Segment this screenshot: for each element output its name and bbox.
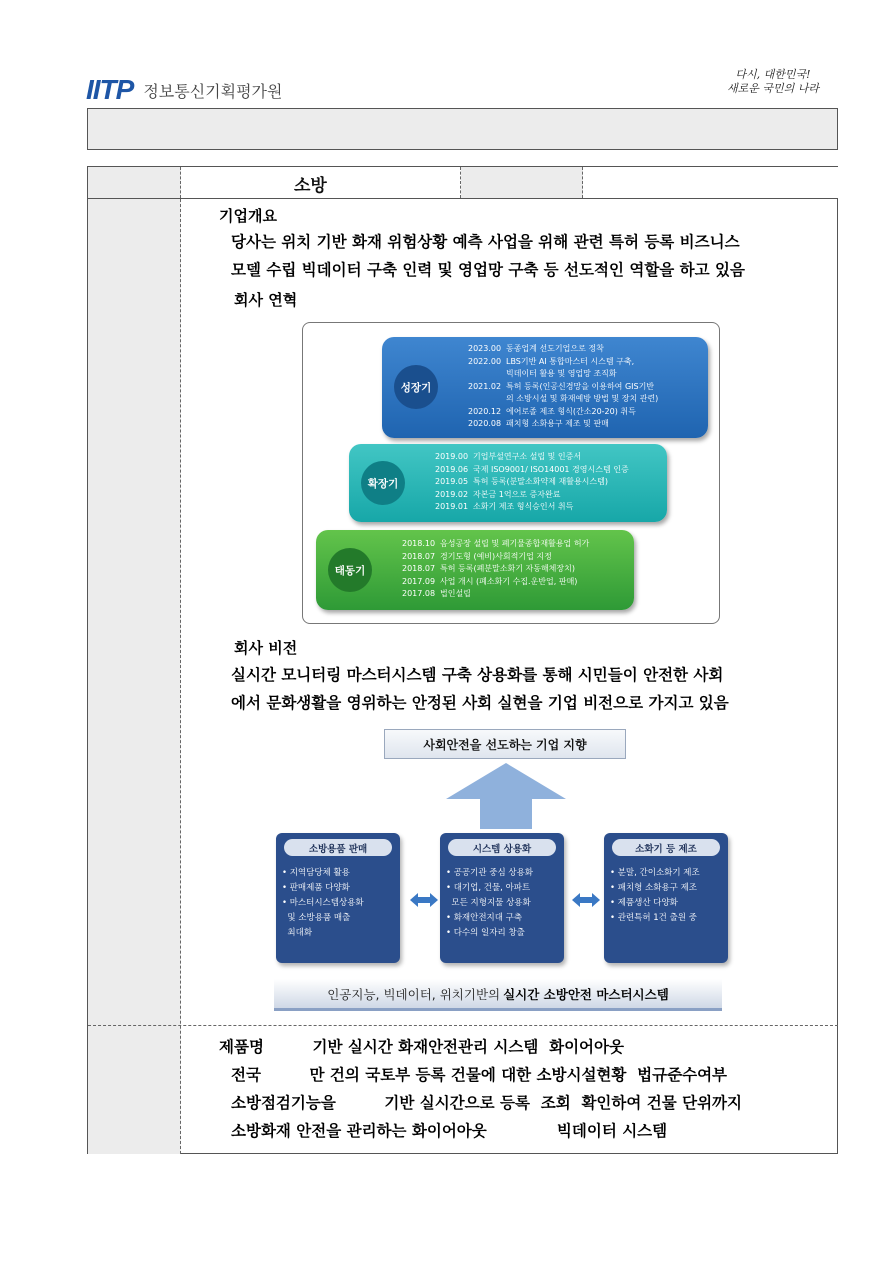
history-year: 2020.08 (468, 419, 502, 428)
vision-line-2: 에서 문화생활을 영위하는 안정된 사회 실현을 기업 비전으로 가지고 있음 (231, 693, 729, 712)
history-event: 특허 등록(폐분말소화기 자동해체장치) (440, 564, 575, 573)
history-event: 동종업계 선도기업으로 정착 (506, 344, 604, 353)
row-label-column (88, 199, 181, 1154)
history-event: 사업 개시 (폐소화기 수집.운반업, 판매) (440, 576, 578, 586)
history-year: 2020.12 (468, 406, 502, 416)
stage-emergence-label: 태동기 (328, 548, 372, 592)
header-cell-value-2 (583, 167, 838, 198)
logo-mark: IITP (86, 74, 134, 105)
pillar-item: 모든 지형지물 상용화 (446, 898, 531, 908)
pillar-item: • 화재안전지대 구축 (446, 913, 523, 923)
history-year: 2018.07 (402, 551, 436, 561)
double-arrow-icon (410, 893, 438, 907)
history-year: 2017.09 (402, 576, 436, 586)
pillar-item: • 대기업, 건물, 아파트 (446, 883, 531, 893)
pillar-system (440, 833, 564, 963)
stage-expansion-label: 확장기 (361, 461, 405, 505)
stage-expansion (349, 444, 667, 522)
history-year (468, 368, 506, 381)
history-event: 에어로졸 제조 형식(간소20-20) 취득 (506, 406, 636, 416)
pillar-sales-items (282, 866, 364, 941)
pillar-manufacturing-items (610, 866, 700, 926)
history-year: 2019.05 (435, 477, 469, 486)
table-header-row (88, 167, 837, 199)
history-event: 패치형 소화용구 제조 및 판매 (506, 419, 609, 428)
pillar-item: • 관련특허 1건 출원 중 (610, 913, 697, 923)
pillar-item: • 판매제품 다양화 (282, 883, 350, 893)
double-arrow-icon (572, 893, 600, 907)
stage-emergence-items (402, 538, 589, 601)
foundation-bar (274, 979, 722, 1011)
pillar-item: • 공공기관 중심 상용화 (446, 868, 534, 878)
history-year: 2019.00 (435, 452, 469, 461)
slogan-line-1: 다시, 대한민국! (735, 68, 811, 81)
history-year: 2018.07 (402, 564, 436, 573)
history-event: 국제 ISO9001/ ISO14001 경영시스템 인증 (473, 464, 629, 474)
slogan (718, 68, 828, 96)
pillar-manufacturing-title: 소화기 등 제조 (612, 839, 720, 856)
history-event: 특허 등록(인공신경망을 이용하여 GIS기반 (506, 381, 655, 391)
pillar-item: • 분말, 간이소화기 제조 (610, 868, 700, 878)
document-title-box (87, 108, 838, 150)
history-event: 경기도형 (예비)사회적기업 지정 (440, 551, 552, 561)
history-year: 2023.00 (468, 344, 502, 353)
pillar-sales-title: 소방용품 판매 (284, 839, 392, 856)
history-year (468, 393, 506, 406)
history-year: 2018.10 (402, 539, 436, 548)
stage-growth-items (468, 343, 658, 431)
product-line-2: 전국 만 건의 국토부 등록 건물에 대한 소방시설현황 법규준수여부 (231, 1065, 728, 1084)
pillar-system-title: 시스템 상용화 (448, 839, 556, 856)
slogan-line-2: 새로운 국민의 나라 (726, 82, 819, 95)
row-separator (88, 1025, 838, 1026)
company-table (87, 166, 838, 1154)
history-year: 2019.01 (435, 502, 469, 511)
up-arrow-icon (444, 763, 568, 829)
stage-emergence (316, 530, 634, 610)
product-line-3: 소방점검기능을 기반 실시간으로 등록 조회 확인하여 건물 단위까지 (231, 1093, 742, 1112)
history-heading: 회사 연혁 (234, 291, 298, 309)
history-event: 특허 등록(분말소화약제 재활용시스템) (473, 477, 608, 486)
history-event: LBS기반 AI 통합마스터 시스템 구축, (506, 356, 635, 366)
pillar-item: • 제품생산 다양화 (610, 898, 678, 908)
vision-goal-box: 사회안전을 선도하는 기업 지향 (384, 729, 626, 759)
foundation-bold: 실시간 소방안전 마스터시스템 (503, 986, 669, 1002)
pillar-item: • 마스터시스템상용화 (282, 898, 364, 908)
history-year: 2019.02 (435, 489, 469, 499)
history-event: 기업부설연구소 설립 및 인증서 (473, 452, 582, 461)
history-year: 2019.06 (435, 464, 469, 474)
pillar-item: • 지역담당체 활용 (282, 868, 350, 878)
pillar-manufacturing (604, 833, 728, 963)
pillar-sales (276, 833, 400, 963)
pillar-item: 최대화 (282, 928, 313, 938)
header-cell-label (88, 167, 181, 198)
category-label: 소방 (294, 176, 327, 196)
history-event: 자본금 1억으로 증자완료 (473, 489, 561, 499)
logo (86, 74, 282, 106)
vision-line-1: 실시간 모니터링 마스터시스템 구축 상용화를 통해 시민들이 안전한 사회 (231, 665, 724, 684)
history-diagram (302, 322, 720, 624)
stage-growth (382, 337, 708, 438)
history-year: 2017.08 (402, 589, 436, 598)
stage-growth-label: 성장기 (394, 365, 438, 409)
logo-text: 정보통신기획평가원 (143, 81, 283, 101)
pillar-item: 및 소방용품 매출 (282, 913, 351, 923)
history-event: 음성공장 설립 및 폐기물종합재활용업 허가 (440, 539, 590, 548)
history-event: 빅데이터 활용 및 영업망 조직화 (506, 369, 617, 378)
history-year: 2022.00 (468, 356, 502, 366)
overview-heading: 기업개요 (219, 207, 277, 225)
product-line-1: 제품명 기반 실시간 화재안전관리 시스템 화이어아웃 (219, 1037, 624, 1056)
pillar-item: • 패치형 소화용구 제조 (610, 883, 698, 893)
pillar-system-items (446, 866, 533, 941)
pillar-item: • 다수의 일자리 창출 (446, 928, 525, 938)
stage-expansion-items (435, 451, 629, 514)
header-cell-label-2 (461, 167, 583, 198)
overview-line-1: 당사는 위치 기반 화재 위험상황 예측 사업을 위해 관련 특허 등록 비즈니스 (231, 232, 740, 251)
history-event: 소화기 제조 형식승인서 취득 (473, 502, 574, 511)
foundation-prefix: 인공지능, 빅데이터, 위치기반의 (327, 986, 501, 1002)
history-year: 2021.02 (468, 381, 502, 391)
overview-line-2: 모델 수립 빅데이터 구축 인력 및 영업망 구축 등 선도적인 역할을 하고 있음 (231, 260, 745, 279)
vision-heading: 회사 비전 (234, 639, 298, 657)
history-event: 법인설립 (440, 589, 471, 598)
product-line-4: 소방화재 안전을 관리하는 화이어아웃 빅데이터 시스템 (231, 1121, 668, 1140)
history-event: 의 소방시설 및 화재예방 방법 및 장치 관련) (506, 394, 659, 403)
